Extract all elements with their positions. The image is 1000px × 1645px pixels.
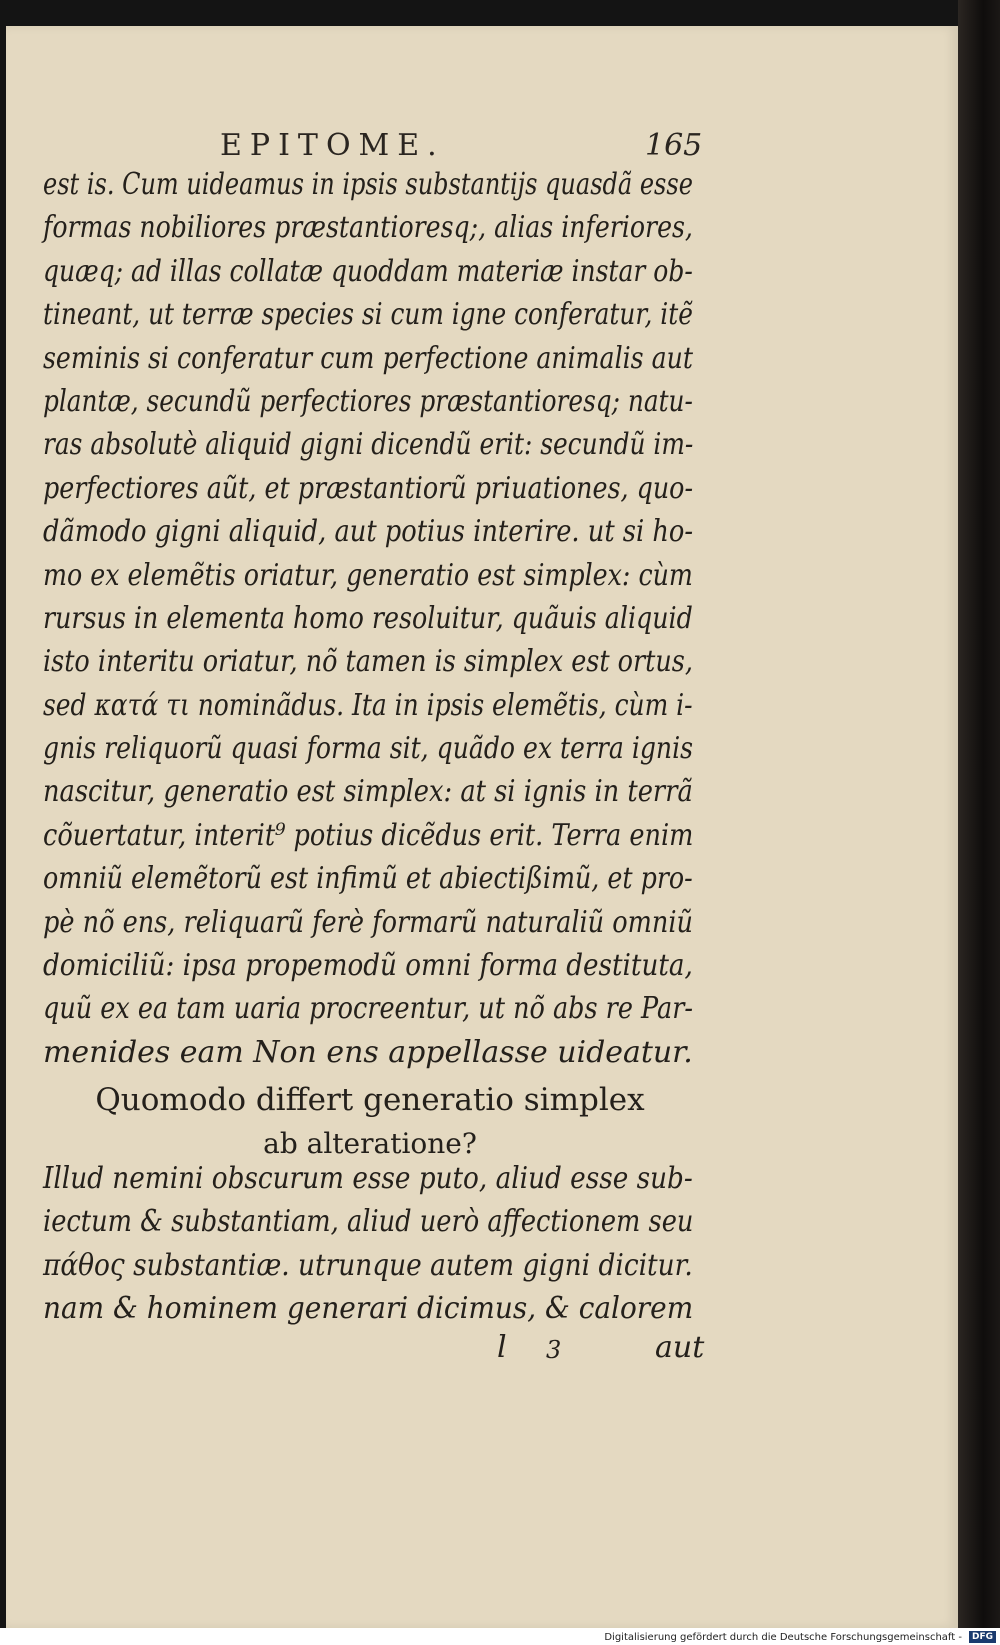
text-line: iectum & substantiam, aliud uerò affectionem seu [43,1204,694,1240]
text-line: menides eam Non ens appellasse uideatur. [43,1034,693,1070]
book-binding-edge [958,0,1000,1628]
text-line: πάθος substantiæ. utrunque autem gigni dicitur. [43,1247,693,1283]
text-line: rursus in elementa homo resoluitur, quãuis aliquid [43,600,693,636]
text-line: mo ex elemẽtis oriatur, generatio est simplex: cùm [43,557,693,593]
text-line: gnis reliquorũ quasi forma sit, quãdo ex terra ignis [43,731,693,767]
section-heading-line-1: Quomodo differt generatio simplex [95,1082,645,1118]
text-line: domiciliũ: ipsa propemodũ omni forma destituta, [43,948,693,984]
text-line: omniũ elemẽtorũ est infimũ et abiectißimũ, et pro- [43,861,693,897]
signature-mark-letter: l [497,1330,507,1365]
running-head: EPITOME. [220,128,445,163]
text-line: tineant, ut terræ species si cum igne conferatur, itẽ [43,297,693,333]
dfg-logo: DFG [969,1631,996,1643]
text-line: nascitur, generatio est simplex: at si ignis in terrã [43,774,693,810]
body-paragraph [43,163,693,1074]
text-line: pè nõ ens, reliquarũ ferè formarũ naturaliũ omniũ [43,904,693,940]
text-line: seminis si conferatur cum perfectione animalis aut [43,340,693,376]
signature-mark-number: 3 [546,1336,562,1364]
second-paragraph [43,1157,693,1331]
text-line: plantæ, secundũ perfectiores præstantioresq; natu- [43,383,693,419]
digitization-credit: Digitalisierung gefördert durch die Deutsche Forschungsgemeinschaft - [604,1632,962,1643]
section-heading-line-2: ab alteratione? [263,1127,477,1160]
page-number: 165 [645,128,703,163]
text-line: Illud nemini obscurum esse puto, aliud esse sub- [43,1161,693,1196]
text-line: isto interitu oriatur, nõ tamen is simplex est ortus, [43,644,693,680]
catchword: aut [655,1330,705,1365]
text-line: sed κατά τι nominãdus. Ita in ipsis elemẽtis, cùm i- [43,687,693,723]
text-line: cõuertatur, interit⁹ potius dicẽdus erit. Terra enim [43,817,694,853]
text-line: nam & hominem generari dicimus, & calorem [43,1291,694,1327]
text-line: quæq; ad illas collatæ quoddam materiæ instar ob- [43,253,693,289]
text-line: quũ ex ea tam uaria procreentur, ut nõ abs re Par- [43,991,694,1027]
text-line: dãmodo gigni aliquid, aut potius interire. ut si ho- [43,514,694,550]
text-line: est is. Cum uideamus in ipsis substantijs quasdã esse [43,167,693,202]
text-line: formas nobiliores præstantioresq;, alias inferiores, [43,210,693,246]
text-line: perfectiores aũt, et præstantiorũ priuationes, quo- [43,470,694,506]
text-line: ras absolutè aliquid gigni dicendũ erit: secundũ im- [43,427,694,463]
